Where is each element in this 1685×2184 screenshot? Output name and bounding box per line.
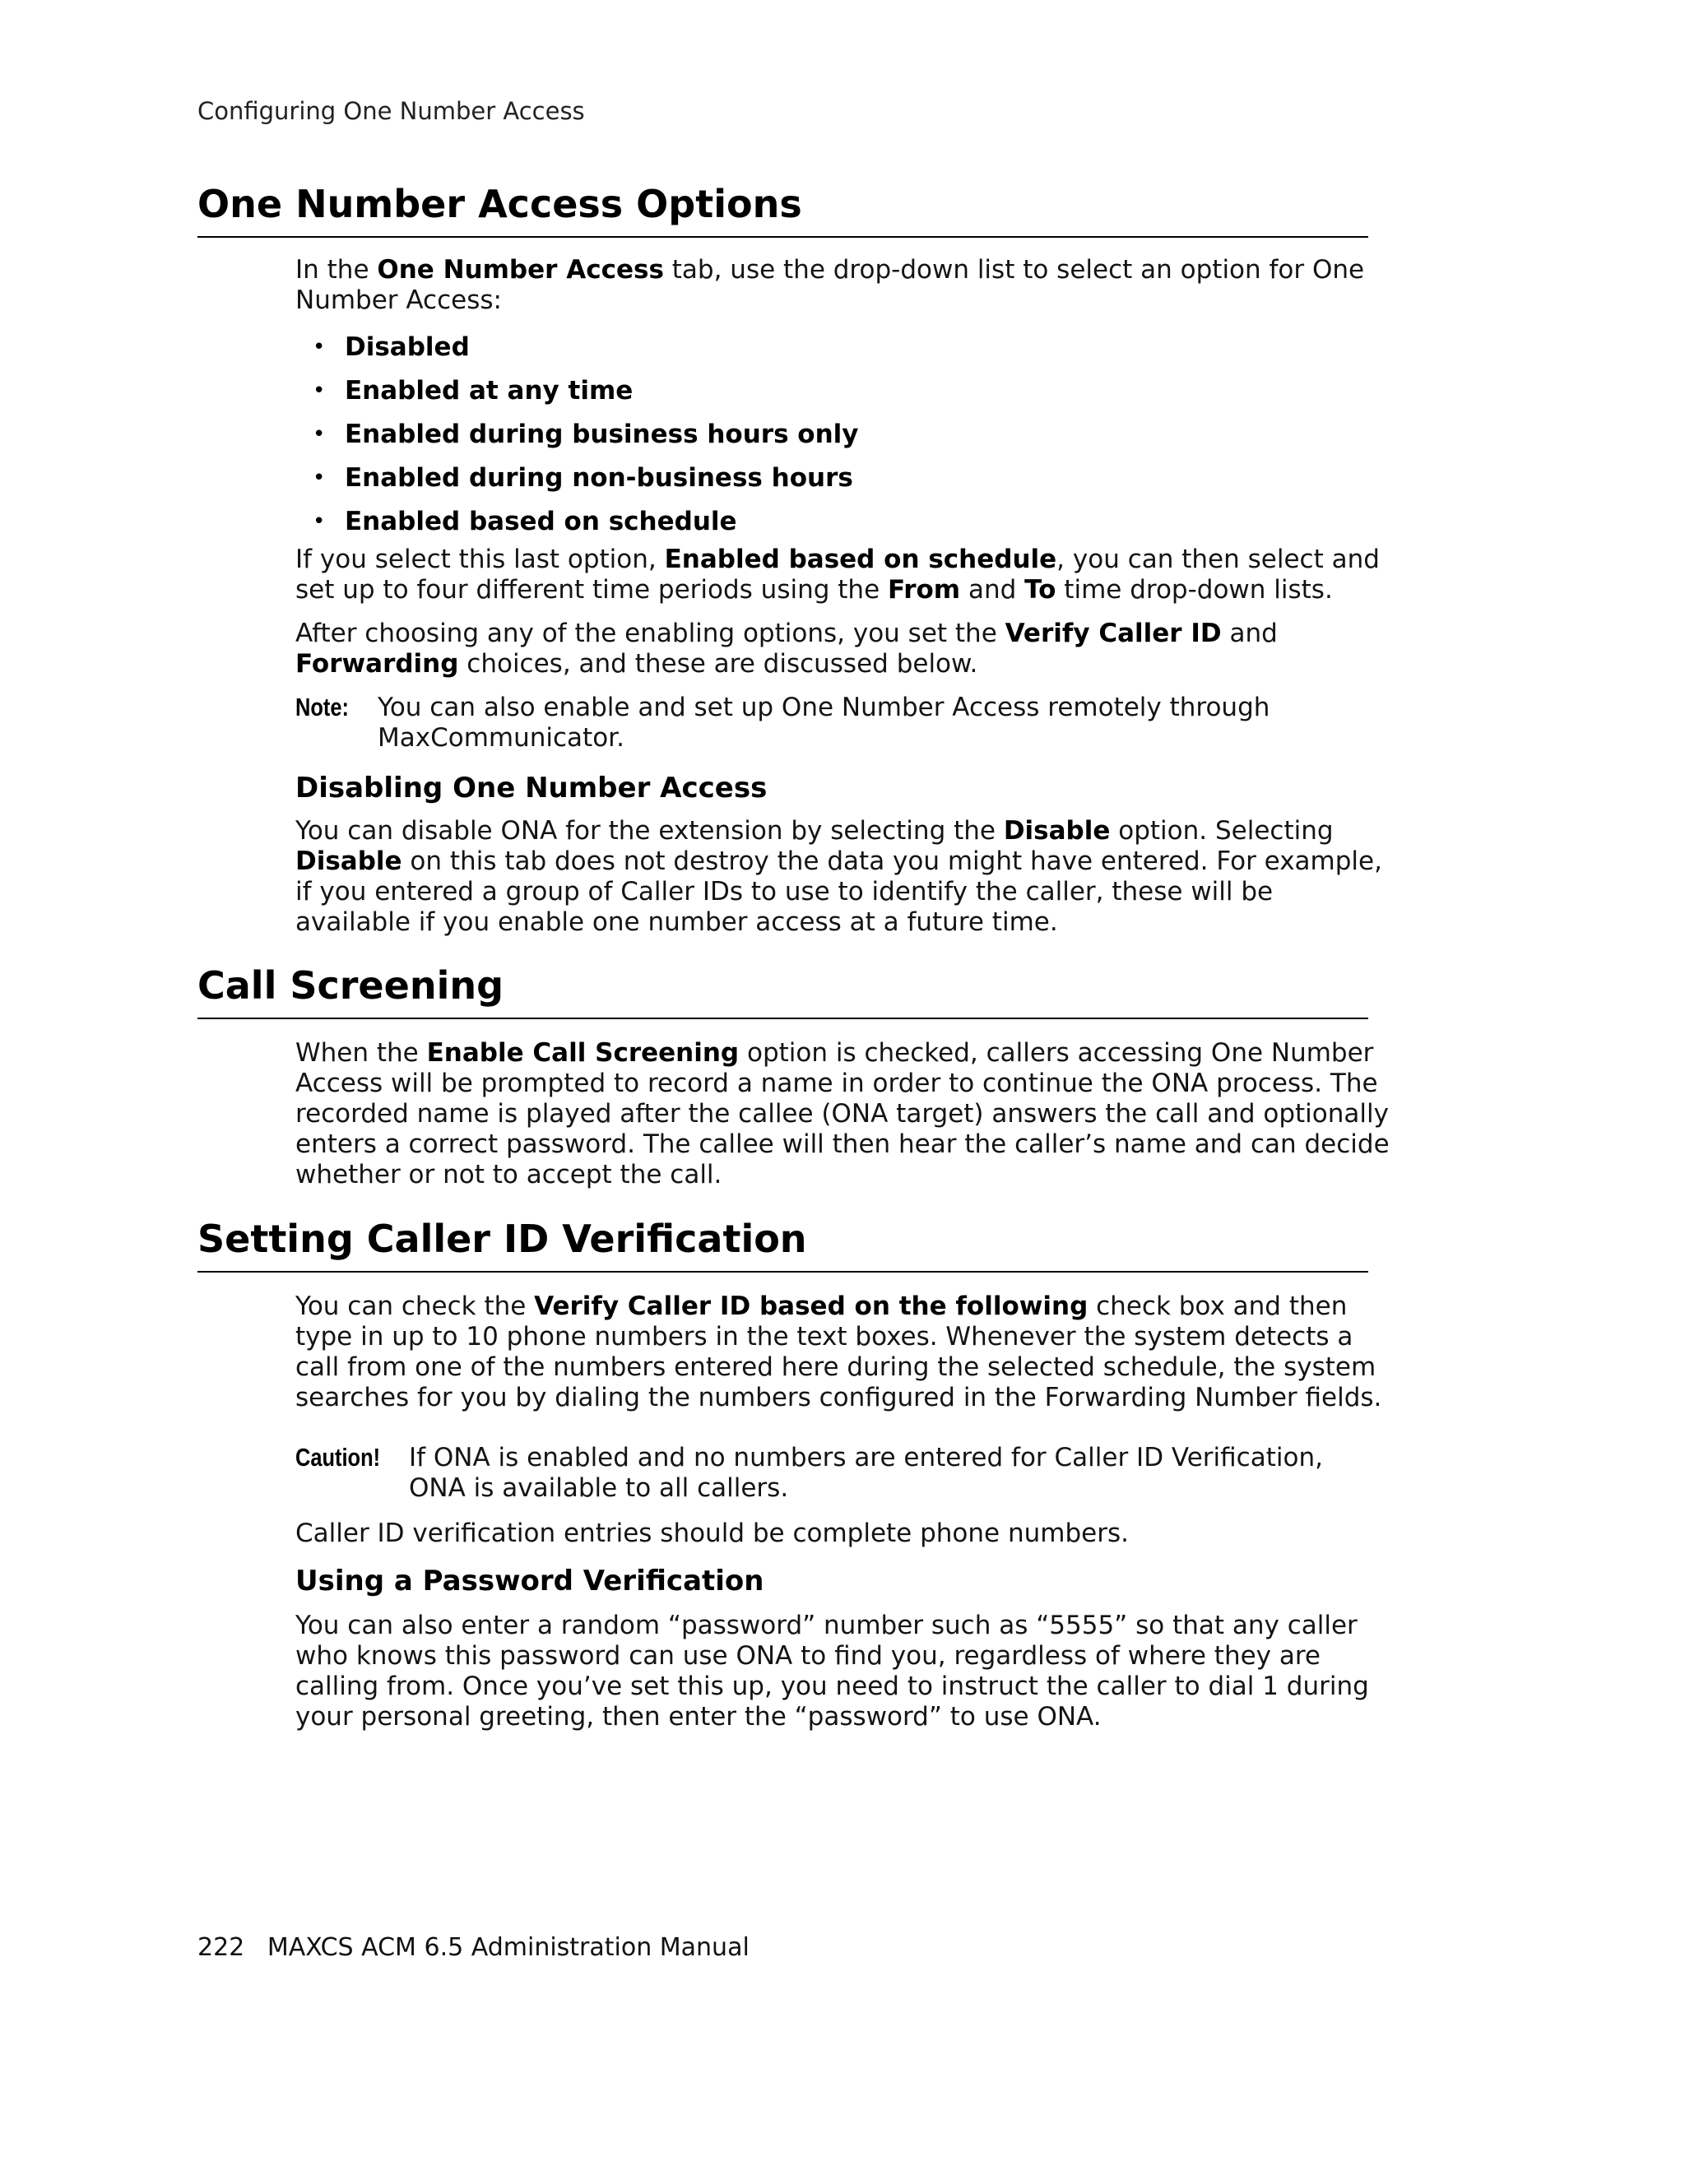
list-item: • Enabled during business hours only [295,413,859,457]
bullet-icon: • [313,335,326,359]
schedule-paragraph: If you select this last option, Enabled based on schedule, you can then select and set up to four different time periods using the From and To time drop-down lists. [295,545,1380,605]
call-screening-paragraph: When the Enable Call Screening option is checked, callers accessing One Number Access will be prompted to record a name in order to continue the ONA process. The recorded name is played after the callee (ONA target) answers the call and optionally enters a correct password. The callee will then hear the caller’s name and can decide whether or not to accept the call. [295,1038,1390,1189]
bullet-icon: • [313,509,326,534]
subheading-password-verification: Using a Password Verification [295,1565,764,1597]
bullet-icon: • [313,378,326,403]
page-number: 222 [197,1933,245,1962]
note-label: Note: [295,693,349,721]
section-heading-call-screening: Call Screening [197,964,1368,1019]
manual-title: MAXCS ACM 6.5 Administration Manual [267,1933,750,1962]
options-list [295,326,859,544]
list-item: • Enabled based on schedule [295,500,859,544]
verification-paragraph: You can check the Verify Caller ID based on the following check box and then type in up to 10 phone numbers in the text boxes. Whenever the system detects a call from one of the numbers entered here during the selected schedule, the system searches for you by dialing the numbers configured in the Forwarding Number fields. [295,1291,1382,1412]
section-heading-options: One Number Access Options [197,183,1368,238]
bullet-icon: • [313,422,326,447]
caution-text: If ONA is enabled and no numbers are entered for Caller ID Verification, ONA is available to all callers. [409,1443,1323,1503]
caution-label: Caution! [295,1443,381,1472]
list-item: • Disabled [295,326,859,369]
list-item: • Enabled at any time [295,369,859,413]
page-footer [197,1933,750,1962]
disable-paragraph: You can disable ONA for the extension by selecting the Disable option. Selecting Disable on this tab does not destroy the data you might have entered. For example, if you entered a group of Caller IDs to use to identify the caller, these will be available if you enable one number access at a future time. [295,816,1382,937]
password-paragraph: You can also enter a random “password” number such as “5555” so that any caller who knows this password can use ONA to find you, regardless of where they are calling from. Once you’ve set this up, you need to instruct the caller to dial 1 during your personal greeting, then enter the “password” to use ONA. [295,1611,1369,1732]
options-intro: In the One Number Access tab, use the drop-down list to select an option for One Number Access: [295,255,1365,315]
note-text: You can also enable and set up One Number Access remotely through MaxCommunicator. [378,693,1270,753]
bullet-icon: • [313,466,326,490]
after-options-paragraph: After choosing any of the enabling options, you set the Verify Caller ID and Forwarding choices, and these are discussed below. [295,619,1278,679]
subheading-disabling: Disabling One Number Access [295,772,768,805]
section-heading-caller-id-verification: Setting Caller ID Verification [197,1217,1368,1273]
list-item: • Enabled during non-business hours [295,457,859,500]
running-head: Configuring One Number Access [197,97,585,125]
entries-paragraph: Caller ID verification entries should be complete phone numbers. [295,1519,1129,1548]
